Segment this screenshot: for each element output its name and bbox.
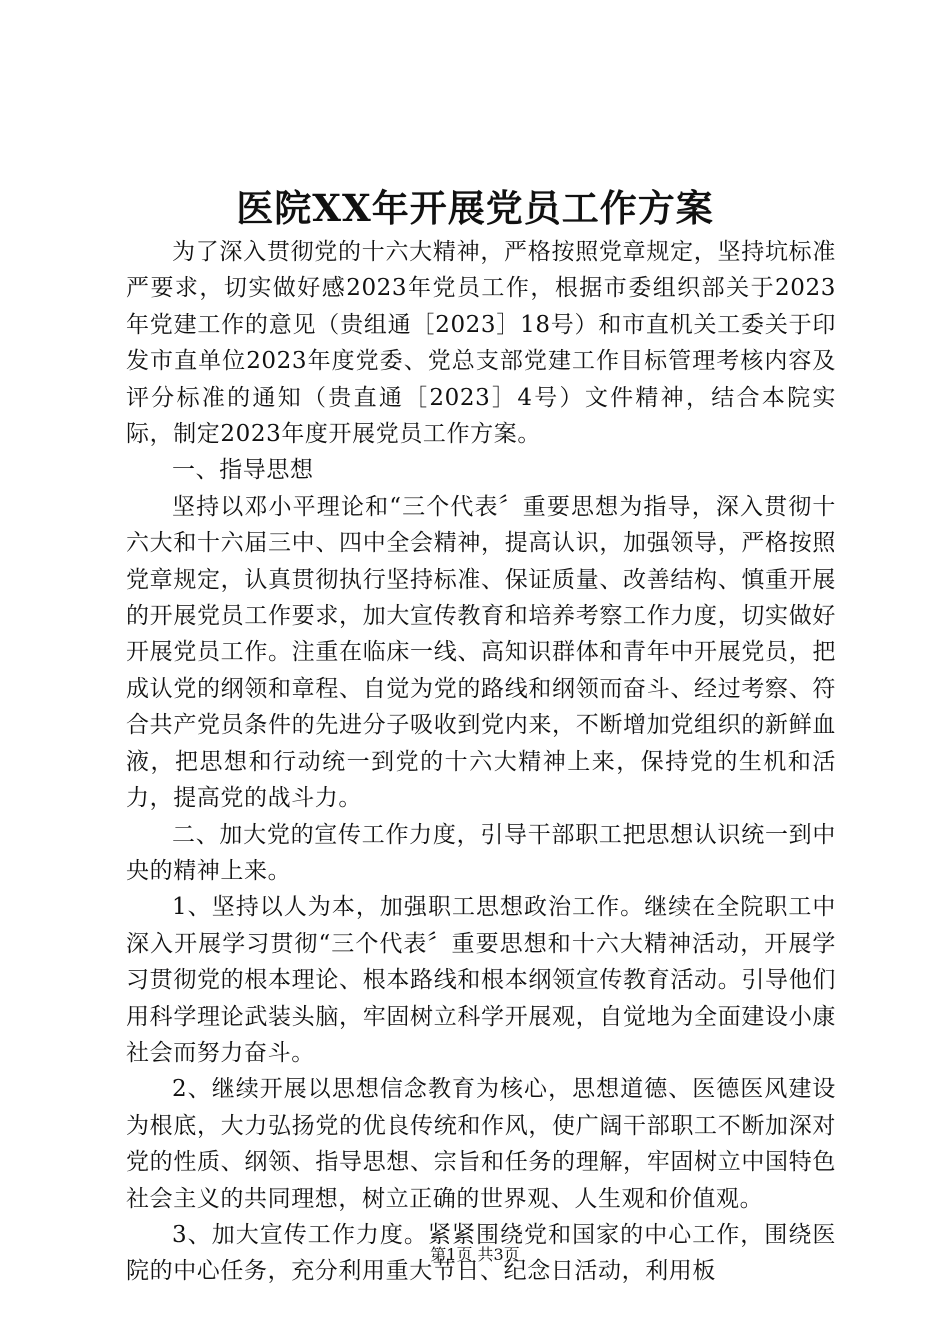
paragraph-intro: 为了深入贯彻党的十六大精神，严格按照党章规定，坚持坑标准严要求，切实做好感2023年党员工作，根据市委组织部关于2023年党建工作的意见（贵组通［2023］18号）和市直机关工委关于印发市直单位2023年度党委、党总支部党建工作目标管理考核内容及评分标准的通知（贵直通［2023］4号）文件精神，结合本院实际，制定2023年度开展党员工作方案。	[126, 239, 836, 448]
paragraph-item-2: 2、继续开展以思想信念教育为核心，思想道德、医德医风建设为根底，大力弘扬党的优良传统和作风，使广阔干部职工不断加深对党的性质、纲领、指导思想、宗旨和任务的理解，牢固树立中国特色社会主义的共同理想，树立正确的世界观、人生观和价值观。	[126, 1076, 836, 1212]
page-number-footer: 第1页 共3页	[430, 1245, 520, 1264]
paragraph-item-1: 1、坚持以人为本，加强职工思想政治工作。继续在全院职工中深入开展学习贯彻“三个代表〞重要思想和十六大精神活动，开展学习贯彻党的根本理论、根本路线和根本纲领宣传教育活动。引导他们用科学理论武装头脑，牢固树立科学开展观，自觉地为全面建设小康社会而努力奋斗。	[126, 894, 836, 1066]
paragraph-guiding-thought: 坚持以邓小平理论和“三个代表〞重要思想为指导，深入贯彻十六大和十六届三中、四中全会精神，提高认识，加强领导，严格按照党章规定，认真贯彻执行坚持标准、保证质量、改善结构、慎重开展的开展党员工作要求，加大宣传教育和培养考察工作力度，切实做好开展党员工作。注重在临床一线、高知识群体和青年中开展党员，把成认党的纲领和章程、自觉为党的路线和纲领而奋斗、经过考察、符合共产党员条件的先进分子吸收到党内来，不断增加党组织的新鲜血液，把思想和行动统一到党的十六大精神上来，保持党的生机和活力，提高党的战斗力。	[126, 493, 836, 812]
document-title: 医院XX年开展党员工作方案	[236, 186, 714, 230]
paragraph-item-3: 3、加大宣传工作力度。紧紧围绕党和国家的中心工作，围绕医院的中心任务，充分利用重大节日、纪念日活动，利用板	[126, 1221, 836, 1285]
document-body	[126, 234, 836, 1290]
heading-guiding-thought: 一、指导思想	[172, 457, 314, 484]
heading-publicity: 二、加大党的宣传工作力度，引导干部职工把思想认识统一到中央的精神上来。	[126, 821, 836, 884]
